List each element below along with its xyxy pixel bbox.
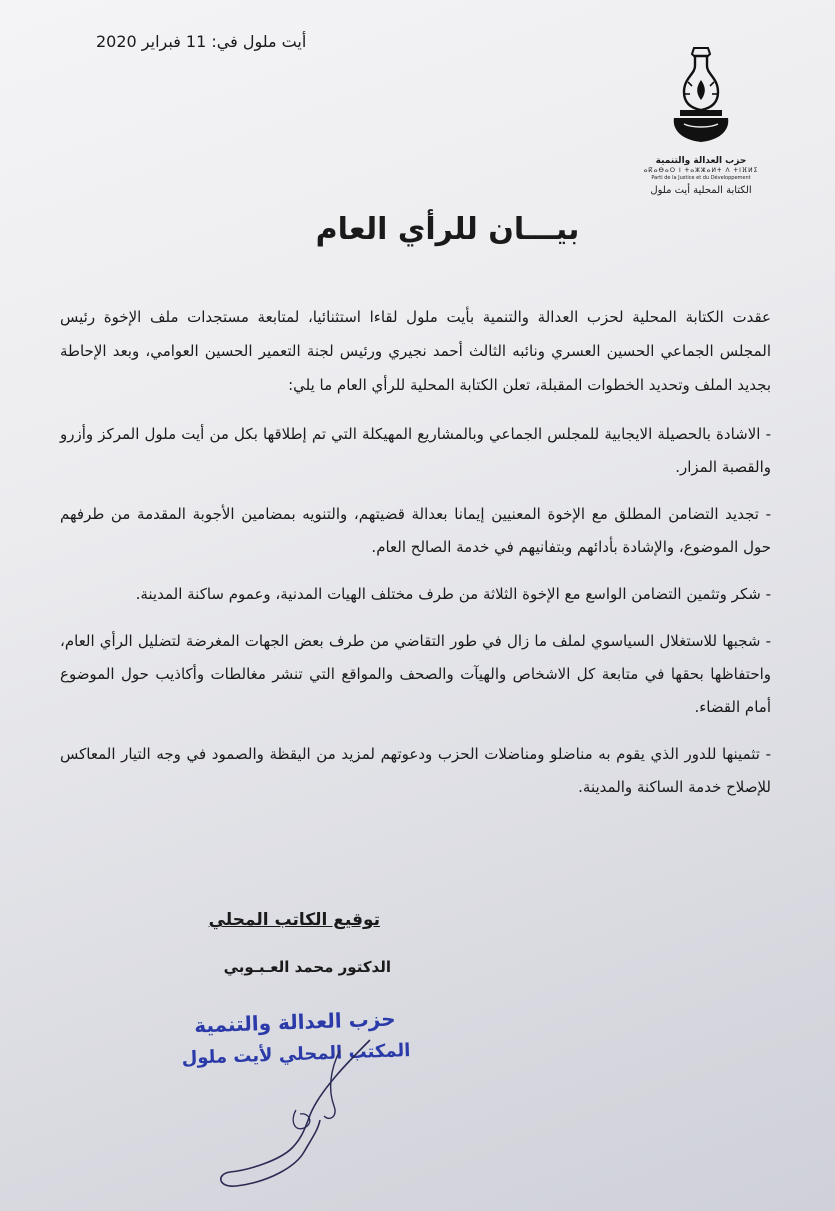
lantern-logo-icon [666,44,736,152]
body-point-4: - شجبها للاستغلال السياسوي لملف ما زال في طور التقاضي من طرف بعض الجهات المغرضة لتضليل الرأي العام، واحتفاظها بحقها في متابعة كل الاشخاص والهيآت والصحف والمواقع التي تنشر مغالطات وأكاذيب حول الموضوع أمام القضاء. [60,632,771,716]
body-point-1: - الاشادة بالحصيلة الايجابية للمجلس الجماعي وبالمشاريع المهيكلة التي تم إطلاقها بكل من أيت ملول المركز وأزرو والقصبة المزار. [60,425,771,476]
stamp-line-2: المكتب المحلي لأيت ملول [181,1040,411,1069]
body-intro: عقدت الكتابة المحلية لحزب العدالة والتنمية بأيت ملول لقاءا استثنائيا، لمتابعة مستجدات ملف الإخوة رئيس المجلس الجماعي الحسين العسري ونائبه الثالث أحمد نجيري ورئيس لجنة التعمير الحسين العوامي، وبعد الإحاطة بجديد الملف وتحديد الخطوات المقبلة، تعلن الكتابة المحلية للرأي العام ما يلي: [60,308,771,394]
handwritten-signature [200,1020,420,1195]
body-point-3: - شكر وتثمين التضامن الواسع مع الإخوة الثلاثة من طرف مختلف الهيات المدنية، وعموم ساكنة المدينة. [135,585,771,603]
logo-party-name-ar: حزب العدالة والتنمية [655,156,747,166]
body-point-2: - تجديد التضامن المطلق مع الإخوة المعنيين إيمانا بعدالة قضيتهم، والتنويه بمضامين الأجوبة المقدمة من طرفهم حول الموضوع، والإشادة بأدائهم وبتفانيهم في خدمة الصالح العام. [60,505,771,556]
logo-office-name: الكتابة المحلية أيت ملول [650,185,752,196]
stamp-line-1: حزب العدالة والتنمية [193,1006,397,1038]
logo-party-name-tifinagh: ⴰⴽⴰⴱⴰⵔ ⵏ ⵜⴰⵣⵣⴰⵍⵜ ⴷ ⵜⵏⴼⵍⵉ [643,167,759,174]
body-point-5: - تثمينها للدور الذي يقوم به مناضلو ومناضلات الحزب ودعوتهم لمزيد من اليقظة والصمود في وجه التيار المعاكس للإصلاح خدمة الساكنة والمدينة. [60,745,771,796]
party-logo [641,44,761,196]
signatory-name: الدكتور محمد العـبـوبي [223,958,391,976]
document-title: بيـــان للرأي العام [315,212,580,247]
document-body [60,300,771,804]
signature-title: توقيع الكاتب المحلي [208,910,380,930]
logo-party-name-fr: Parti de la Justice et du Développement [651,175,751,181]
document-date: أيت ملول في: 11 فبراير 2020 [96,32,307,51]
